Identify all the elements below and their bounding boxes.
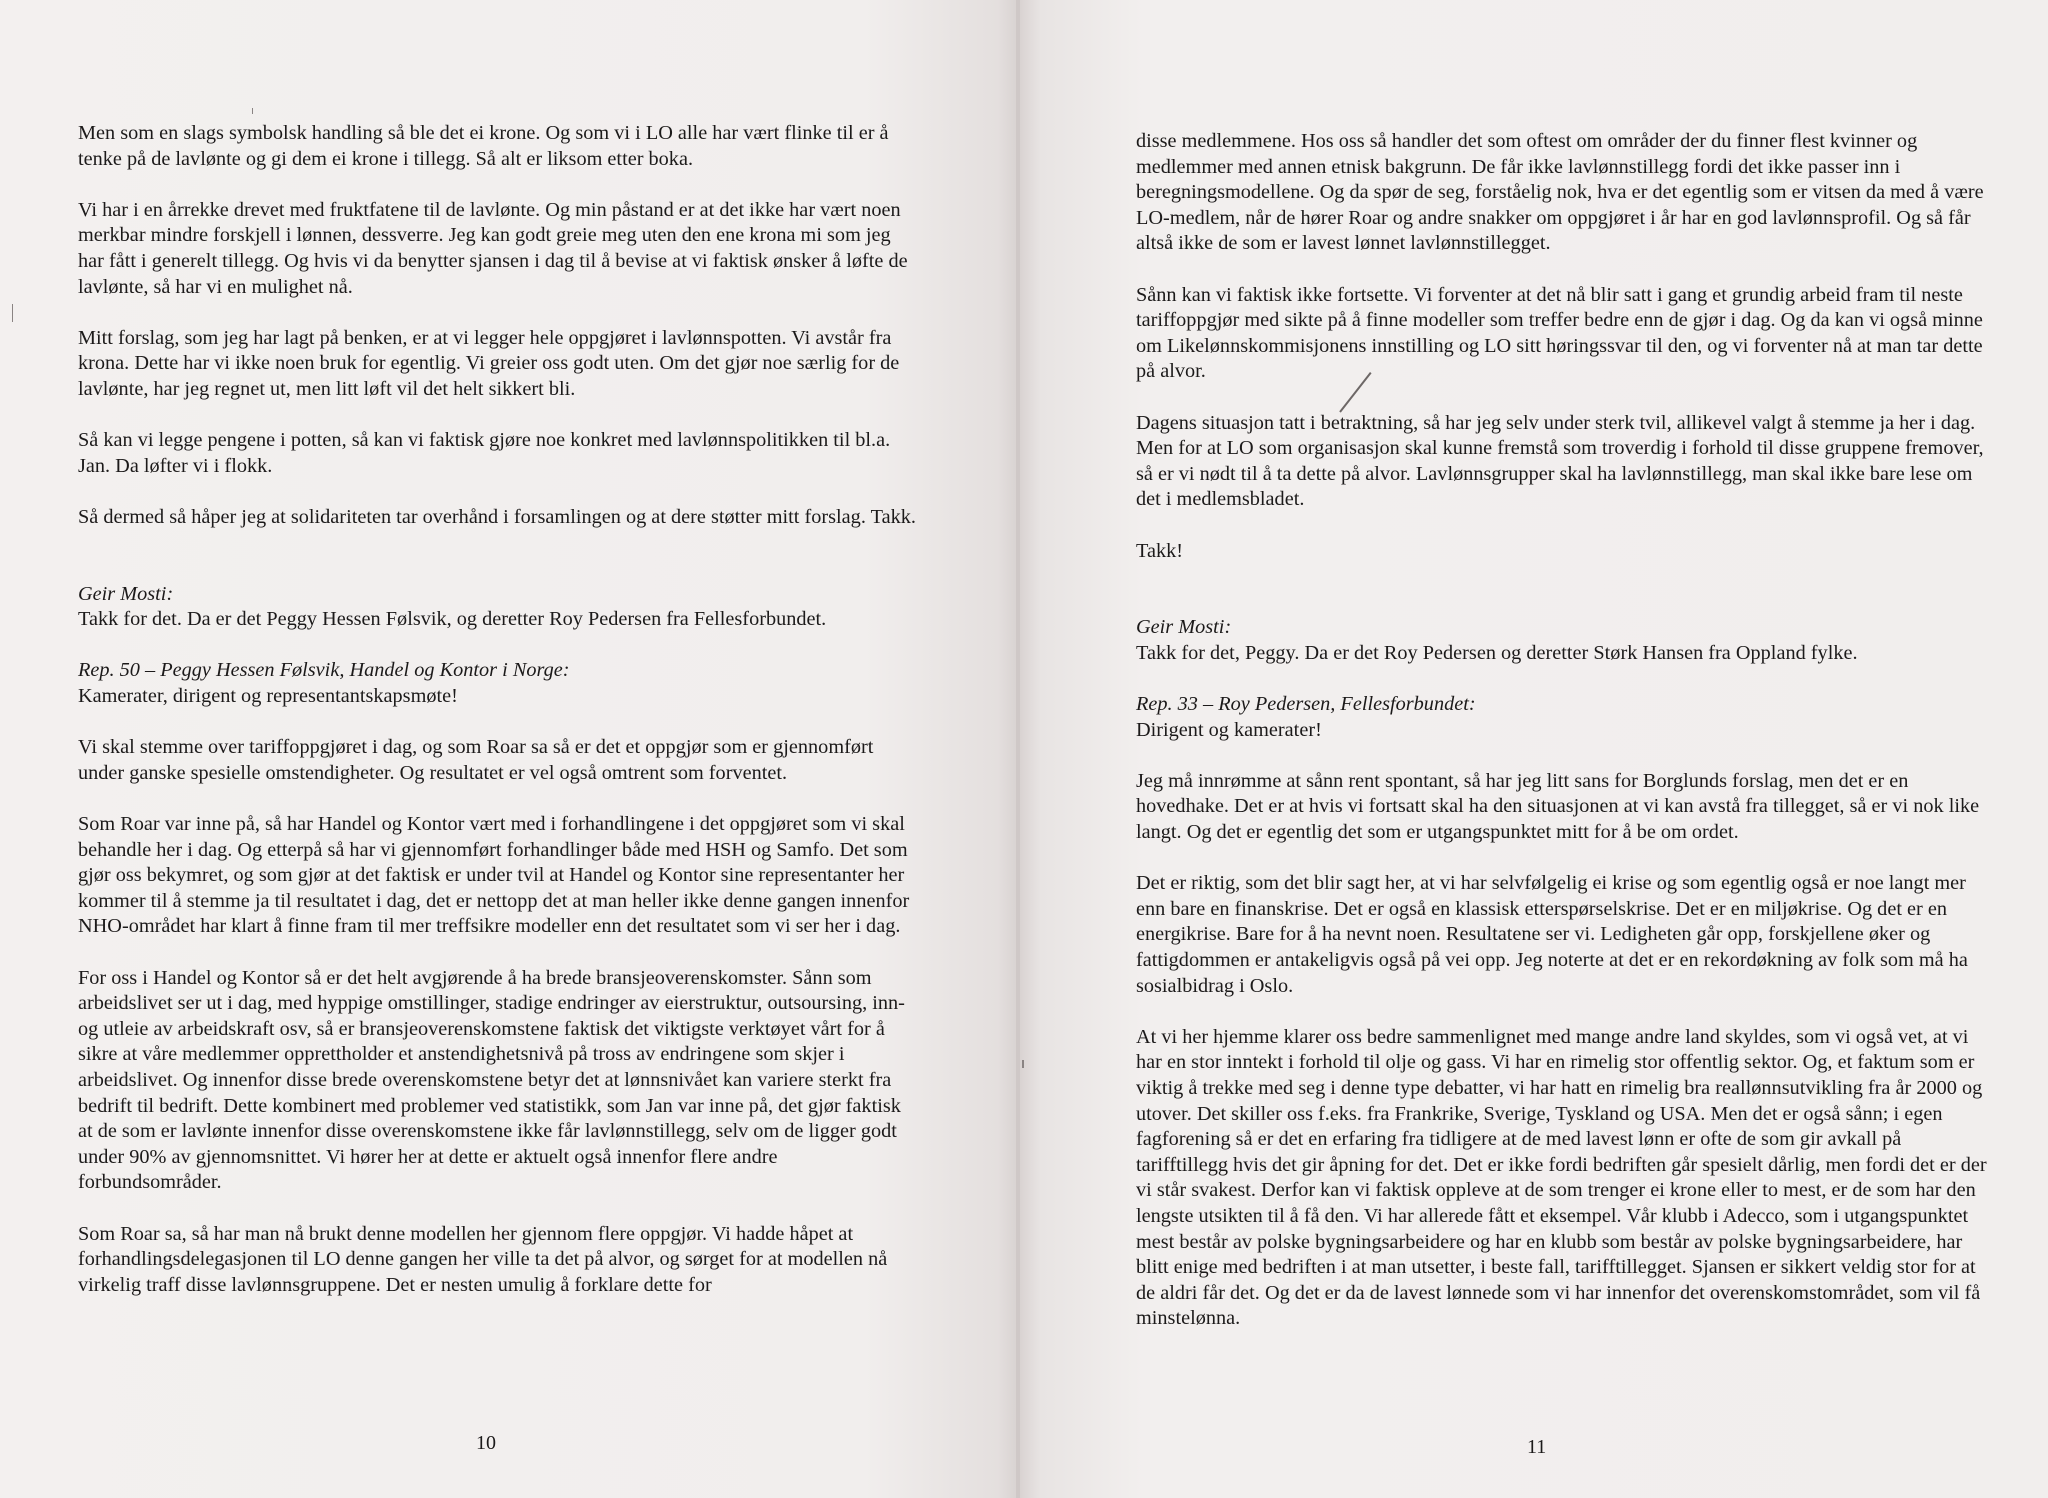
left-page-text [78,121,920,1324]
paragraph: Men som en slags symbolsk handling så ble det ei krone. Og som vi i LO alle har vært flinke til er å tenke på de lavlønte og gi dem ei krone i tillegg. Så alt er liksom etter boka. [78,122,889,170]
paragraph: Vi skal stemme over tariffoppgjøret i dag, og som Roar sa så er det et oppgjør som er gjennomført under ganske spesielle omstendigheter. Og resultatet er vel også omtrent som forventet. [78,736,874,784]
right-page-text [1136,129,1991,1358]
paragraph: disse medlemmene. Hos oss så handler det som oftest om områder der du finner flest kvinner og medlemmer med annen etnisk bakgrunn. De får ikke lavlønnstillegg fordi det ikke passer inn i beregningsmodellene. Og da spør de seg, forståelig nok, hva er det egentlig som er vitsen da med å være LO-medlem, når de hører Roar og andre snakker om oppgjøret i år har en god lavlønnsprofil. Og så får altså ikke de som er lavest lønnet lavlønnstillegget. [1136,130,1984,255]
speaker-block [78,582,920,633]
paragraph: Jeg må innrømme at sånn rent spontant, så har jeg litt sans for Borglunds forslag, men det er en hovedhake. Det er at hvis vi fortsatt skal ha den situasjonen at vi kan avstå fra tillegget, så er vi nok like langt. Og det er egentlig det som er utgangspunktet mitt for å be om ordet. [1136,769,1980,844]
paragraph: Det er riktig, som det blir sagt her, at vi har selvfølgelig ei krise og som egentlig også er noe langt mer enn bare en finanskrise. Det er også en klassisk etterspørselskrise. Det er en miljøkrise. Og det er en energikrise. Bare for å ha nevnt noen. Resultatene ser vi. Ledigheten går opp, forskjellene øker og fattigdommen er antakeligvis også på vei opp. Jeg noterte at det er en rekordøkning av folk som må ha sosialbidrag i Oslo. [1136,872,1968,997]
speaker-name: Geir Mosti: [1136,616,1232,639]
left-page [0,0,1018,1498]
speaker-block [1136,615,1991,666]
speaker-text: Dirigent og kamerater! [1136,718,1322,741]
paragraph: Så dermed så håper jeg at solidariteten tar overhånd i forsamlingen og at dere støtter mitt forslag. Takk. [78,505,916,528]
paragraph: Vi har i en årrekke drevet med fruktfatene til de lavlønte. Og min påstand er at det ikke har vært noen merkbar mindre forskjell i lønnen, dessverre. Jeg kan godt greie meg uten den ene krona mi som jeg har fått i generelt tillegg. Og hvis vi da benytter sjansen i dag til å bevise at vi faktisk ønsker å løfte de lavlønte, så har vi en mulighet nå. [78,198,908,298]
speaker-text: Takk for det. Da er det Peggy Hessen Følsvik, og deretter Roy Pedersen fra Fellesforbundet. [78,608,827,631]
speaker-text: Takk for det, Peggy. Da er det Roy Pedersen og deretter Størk Hansen fra Oppland fylke. [1136,641,1858,664]
page-number: 11 [1527,1436,1547,1458]
margin-tick [252,108,253,114]
paragraph: Som Roar sa, så har man nå brukt denne modellen her gjennom flere oppgjør. Vi hadde håpet at forhandlingsdelegasjonen til LO denne gangen her ville ta det på alvor, og sørget for at modellen nå virkelig traff disse lavlønnsgruppene. Det er nesten umulig å forklare dette for [78,1222,888,1296]
paragraph: Dagens situasjon tatt i betraktning, så har jeg selv under sterk tvil, allikevel valgt å stemme ja her i dag. Men for at LO som organisasjon skal kunne fremstå som troverdig i forhold til disse gruppene fremover, så er vi nødt til å ta dette på alvor. Lavlønnsgrupper skal ha lavlønnstillegg, man skal ikke bare lese om det i medlemsbladet. [1136,411,1984,511]
margin-tick [12,304,13,322]
speaker-block [1136,692,1991,743]
paragraph: At vi her hjemme klarer oss bedre sammenlignet med mange andre land skyldes, som vi også vet, at vi har en stor inntekt i forhold til olje og gass. Vi har en rimelig stor offentlig sektor. Og, et faktum som er viktig å trekke med seg i denne type debatter, vi har hatt en rimelig bra reallønnsutvikling fra år 2000 og utover. Det skiller oss f.eks. fra Frankrike, Sverige, Tyskland og USA. Men det er også sånn; i egen fagforening så er det en erfaring fra tidligere at de med lavest lønn er ofte de som gir avkall på tarifftillegg hvis det gir åpning for det. Det er ikke fordi bedriften går spesielt dårlig, men fordi det er der vi står svakest. Derfor kan vi faktisk oppleve at de som trenger ei krone eller to mest, er de som har den lengste utsikten til å få den. Vi har allerede fått et eksempel. Vår klubb i Adecco, som i utgangspunktet mest består av polske bygningsarbeidere og har en klubb som består av polske bygningsarbeidere, har blitt enige med bedriften i at man utsetter, i beste fall, tarifftillegget. Sjansen er sikkert veldig stor for at de aldri får det. Og det er da de lavest lønnede som vi har innenfor det overenskomstområdet, som vil få minstelønna. [1136,1025,1987,1330]
margin-tick [1022,1060,1024,1068]
paragraph: Mitt forslag, som jeg har lagt på benken, er at vi legger hele oppgjøret i lavlønnspotten. Vi avstår fra krona. Dette har vi ikke noen bruk for egentlig. Vi greier oss godt uten. Om det gjør noe særlig for de lavlønte, har jeg regnet ut, men litt løft vil det helt sikkert bli. [78,326,900,400]
paragraph: Så kan vi legge pengene i potten, så kan vi faktisk gjøre noe konkret med lavlønnspolitikken til bl.a. Jan. Da løfter vi i flokk. [78,429,891,477]
speaker-block [78,658,920,709]
paragraph: Sånn kan vi faktisk ikke fortsette. Vi forventer at det nå blir satt i gang et grundig arbeid fram til neste tariffoppgjør med sikte på å finne modeller som treffer bedre enn de gjør i dag. Og da kan vi også minne om Likelønnskommisjonens innstilling og LO sitt høringssvar til den, og vi forventer nå at man tar dette på alvor. [1136,283,1983,383]
right-page [1020,0,2048,1498]
speaker-text: Kamerater, dirigent og representantskapsmøte! [78,685,458,708]
speaker-name: Rep. 50 – Peggy Hessen Følsvik, Handel og Kontor i Norge: [78,659,570,682]
speaker-name: Rep. 33 – Roy Pedersen, Fellesforbundet: [1136,693,1476,716]
speaker-name: Geir Mosti: [78,582,174,605]
page-number: 10 [476,1432,496,1454]
paragraph: Takk! [1136,539,1184,562]
paragraph: For oss i Handel og Kontor så er det helt avgjørende å ha brede bransjeoverenskomster. Sånn som arbeidslivet ser ut i dag, med hyppige omstillinger, stadige endringer av eierstruktur, outsoursing, inn- og utleie av arbeidskraft osv, så er bransjeoverenskomstene faktisk det viktigste verktøyet vårt for å sikre at våre medlemmer opprettholder et anstendighetsnivå på tross av endringene som skjer i arbeidslivet. Og innenfor disse brede overenskomstene betyr det at lønnsnivået kan variere sterkt fra bedrift til bedrift. Dette kombinert med problemer ved statistikk, som Jan var inne på, det gjør faktisk at de som er lavlønte innenfor disse overenskomstene ikke får lavlønnstillegg, selv om de ligger godt under 90% av gjennomsnittet. Vi hører her at dette er aktuelt også innenfor flere andre forbundsområder. [78,966,905,1194]
paragraph: Som Roar var inne på, så har Handel og Kontor vært med i forhandlingene i det oppgjøret som vi skal behandle her i dag. Og etterpå så har vi gjennomført forhandlinger både med HSH og Samfo. Det som gjør oss bekymret, og som gjør at det faktisk er under tvil at Handel og Kontor sine representanter her kommer til å stemme ja til resultatet i dag, det er nettopp det at man heller ikke denne gangen innenfor NHO-området har klart å finne fram til mer treffsikre modeller enn det resultatet som vi ser her i dag. [78,813,910,938]
